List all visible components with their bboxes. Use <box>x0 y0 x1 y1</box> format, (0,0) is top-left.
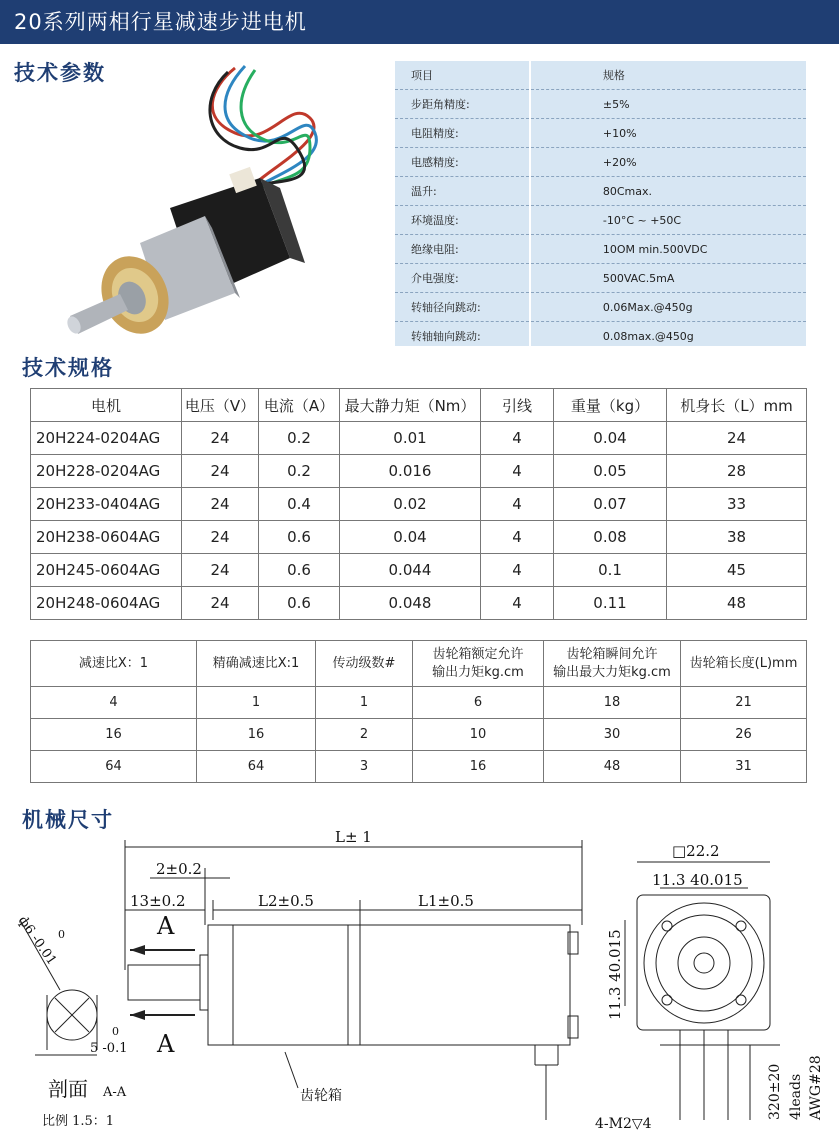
spec-cell: 24 <box>182 422 259 455</box>
spec-cell: 20H228-0204AG <box>31 455 182 488</box>
gear-cell: 1 <box>197 687 316 719</box>
gearbox-label: 齿轮箱 <box>300 1088 342 1104</box>
params-table <box>395 61 806 346</box>
gear-header <box>681 641 807 687</box>
params-row <box>395 90 806 119</box>
param-name: 绝缘电阻: <box>395 235 530 264</box>
gear-header <box>31 641 197 687</box>
spec-cell: 0.04 <box>340 521 481 554</box>
param-value: +20% <box>530 148 806 177</box>
dim-flange: 2±0.2 <box>156 860 202 878</box>
gear-header <box>544 641 681 687</box>
spec-header: 最大静力矩（Nm） <box>340 389 481 422</box>
spec-cell: 28 <box>667 455 807 488</box>
gear-header-line: 减速比X：1 <box>78 655 149 671</box>
gear-header-line: 齿轮箱长度(L)mm <box>689 655 798 671</box>
gear-header <box>316 641 413 687</box>
param-name: 电感精度: <box>395 148 530 177</box>
param-name: 步距角精度: <box>395 90 530 119</box>
spec-cell: 4 <box>481 422 554 455</box>
table-row <box>31 719 807 751</box>
section-title-mech: 机械尺寸 <box>22 808 114 832</box>
spec-cell: 0.048 <box>340 587 481 620</box>
gear-header-row <box>31 641 807 687</box>
spec-header: 电压（V） <box>182 389 259 422</box>
spec-cell: 24 <box>182 587 259 620</box>
spec-cell: 20H245-0604AG <box>31 554 182 587</box>
params-header-row <box>395 61 806 90</box>
spec-cell: 0.4 <box>259 488 340 521</box>
spec-cell: 4 <box>481 587 554 620</box>
spec-cell: 0.016 <box>340 455 481 488</box>
spec-table <box>30 388 807 620</box>
gear-cell: 64 <box>197 751 316 783</box>
spec-cell: 20H224-0204AG <box>31 422 182 455</box>
dim-awg: AWG#28 <box>808 1055 824 1120</box>
gear-header-line: 齿轮箱瞬间允许 <box>566 646 658 662</box>
gear-cell: 6 <box>413 687 544 719</box>
spec-header-row <box>31 389 807 422</box>
table-row <box>31 422 807 455</box>
spec-cell: 33 <box>667 488 807 521</box>
dim-flat-tol: 0 <box>112 1025 119 1038</box>
param-value: ±5% <box>530 90 806 119</box>
param-value: 500VAC.5mA <box>530 264 806 293</box>
gear-cell: 2 <box>316 719 413 751</box>
spec-header: 引线 <box>481 389 554 422</box>
spec-cell: 20H233-0404AG <box>31 488 182 521</box>
spec-cell: 0.05 <box>554 455 667 488</box>
gear-cell: 18 <box>544 687 681 719</box>
gear-cell: 1 <box>316 687 413 719</box>
param-value: 0.08max.@450g <box>530 322 806 351</box>
section-name: A-A <box>103 1085 127 1100</box>
section-mark-bottom: A <box>157 1030 175 1058</box>
gear-cell: 16 <box>413 751 544 783</box>
param-value: +10% <box>530 119 806 148</box>
param-value: -10°C ~ +50C <box>530 206 806 235</box>
params-row <box>395 119 806 148</box>
spec-cell: 4 <box>481 455 554 488</box>
param-name: 转轴径向跳动: <box>395 293 530 322</box>
gear-cell: 10 <box>413 719 544 751</box>
dim-lead-length: 320±20 <box>767 1063 783 1120</box>
spec-cell: 0.07 <box>554 488 667 521</box>
params-row <box>395 235 806 264</box>
spec-cell: 0.01 <box>340 422 481 455</box>
params-row <box>395 293 806 322</box>
table-row <box>31 521 807 554</box>
gear-header <box>197 641 316 687</box>
dim-square: □22.2 <box>672 842 720 860</box>
gear-cell: 16 <box>197 719 316 751</box>
table-row <box>31 455 807 488</box>
param-value: 80Cmax. <box>530 177 806 206</box>
spec-cell: 4 <box>481 521 554 554</box>
motor-photo <box>60 58 360 348</box>
spec-cell: 4 <box>481 488 554 521</box>
table-row <box>31 554 807 587</box>
section-label: 剖面 <box>48 1077 88 1101</box>
table-row <box>31 488 807 521</box>
dim-hole-vertical: 11.3 40.015 <box>606 929 624 1020</box>
gear-header-line: 精确减速比X:1 <box>212 655 300 671</box>
spec-cell: 48 <box>667 587 807 620</box>
dim-shaft: 13±0.2 <box>130 892 186 910</box>
dim-diameter: ф6 -0.01 <box>14 913 60 969</box>
gear-cell: 31 <box>681 751 807 783</box>
gear-header <box>413 641 544 687</box>
section-title-params: 技术参数 <box>14 61 106 85</box>
spec-cell: 0.04 <box>554 422 667 455</box>
mechanical-drawing <box>0 820 839 1133</box>
param-name: 转轴轴向跳动: <box>411 330 481 343</box>
spec-cell: 0.6 <box>259 587 340 620</box>
gear-cell: 3 <box>316 751 413 783</box>
spec-cell: 24 <box>182 455 259 488</box>
dim-gearbox-length: L2±0.5 <box>258 892 314 910</box>
gear-header-line: 输出力矩kg.cm <box>432 664 524 680</box>
spec-cell: 24 <box>667 422 807 455</box>
section-mark-top: A <box>157 912 175 940</box>
spec-header: 电机 <box>31 389 182 422</box>
dim-hole-horizontal: 11.3 40.015 <box>652 871 743 889</box>
section-title-spec: 技术规格 <box>22 356 114 380</box>
gear-header-line: 传动级数# <box>332 655 396 671</box>
spec-cell: 0.2 <box>259 422 340 455</box>
spec-cell: 0.2 <box>259 455 340 488</box>
spec-cell: 4 <box>481 554 554 587</box>
spec-cell: 20H248-0604AG <box>31 587 182 620</box>
param-value: 0.06Max.@450g <box>530 293 806 322</box>
gear-cell: 30 <box>544 719 681 751</box>
spec-cell: 0.6 <box>259 521 340 554</box>
drawing-scale: 比例 1.5：1 <box>42 1114 115 1129</box>
spec-cell: 24 <box>182 554 259 587</box>
spec-cell: 0.11 <box>554 587 667 620</box>
param-value: 10OM min.500VDC <box>530 235 806 264</box>
params-row <box>395 264 806 293</box>
dim-leads: 4leads <box>788 1073 804 1120</box>
spec-cell: 20H238-0604AG <box>31 521 182 554</box>
spec-cell: 0.1 <box>554 554 667 587</box>
spec-cell: 0.044 <box>340 554 481 587</box>
gear-cell: 4 <box>31 687 197 719</box>
params-header-spec: 规格 <box>530 61 806 90</box>
spec-cell: 38 <box>667 521 807 554</box>
param-name: 温升: <box>395 177 530 206</box>
page-title: 20系列两相行星减速步进电机 <box>0 0 839 44</box>
params-row <box>395 148 806 177</box>
spec-cell: 45 <box>667 554 807 587</box>
param-name: 电阻精度: <box>395 119 530 148</box>
spec-cell: 24 <box>182 488 259 521</box>
spec-header: 电流（A） <box>259 389 340 422</box>
dim-screws: 4-M2▽4 <box>595 1116 652 1132</box>
spec-header: 重量（kg） <box>554 389 667 422</box>
params-header-item: 项目 <box>395 61 530 90</box>
gear-cell: 16 <box>31 719 197 751</box>
table-row <box>31 687 807 719</box>
spec-cell: 0.08 <box>554 521 667 554</box>
table-row <box>31 587 807 620</box>
gear-cell: 64 <box>31 751 197 783</box>
dim-total-length: L± 1 <box>335 828 372 846</box>
param-name: 环境温度: <box>395 206 530 235</box>
params-row <box>395 177 806 206</box>
gear-cell: 21 <box>681 687 807 719</box>
spec-cell: 0.02 <box>340 488 481 521</box>
params-row <box>395 206 806 235</box>
gearbox-table <box>30 640 807 783</box>
dim-diameter-tol: 0 <box>58 928 65 941</box>
spec-header: 机身长（L）mm <box>667 389 807 422</box>
params-row <box>395 322 806 351</box>
gear-cell: 48 <box>544 751 681 783</box>
spec-cell: 0.6 <box>259 554 340 587</box>
param-name: 介电强度: <box>395 264 530 293</box>
gear-header-line: 齿轮箱额定允许 <box>432 646 524 662</box>
spec-cell: 24 <box>182 521 259 554</box>
gear-cell: 26 <box>681 719 807 751</box>
dim-motor-length: L1±0.5 <box>418 892 474 910</box>
gear-header-line: 输出最大力矩kg.cm <box>553 664 671 680</box>
dim-flat: 5 -0.1 <box>90 1041 128 1056</box>
table-row <box>31 751 807 783</box>
